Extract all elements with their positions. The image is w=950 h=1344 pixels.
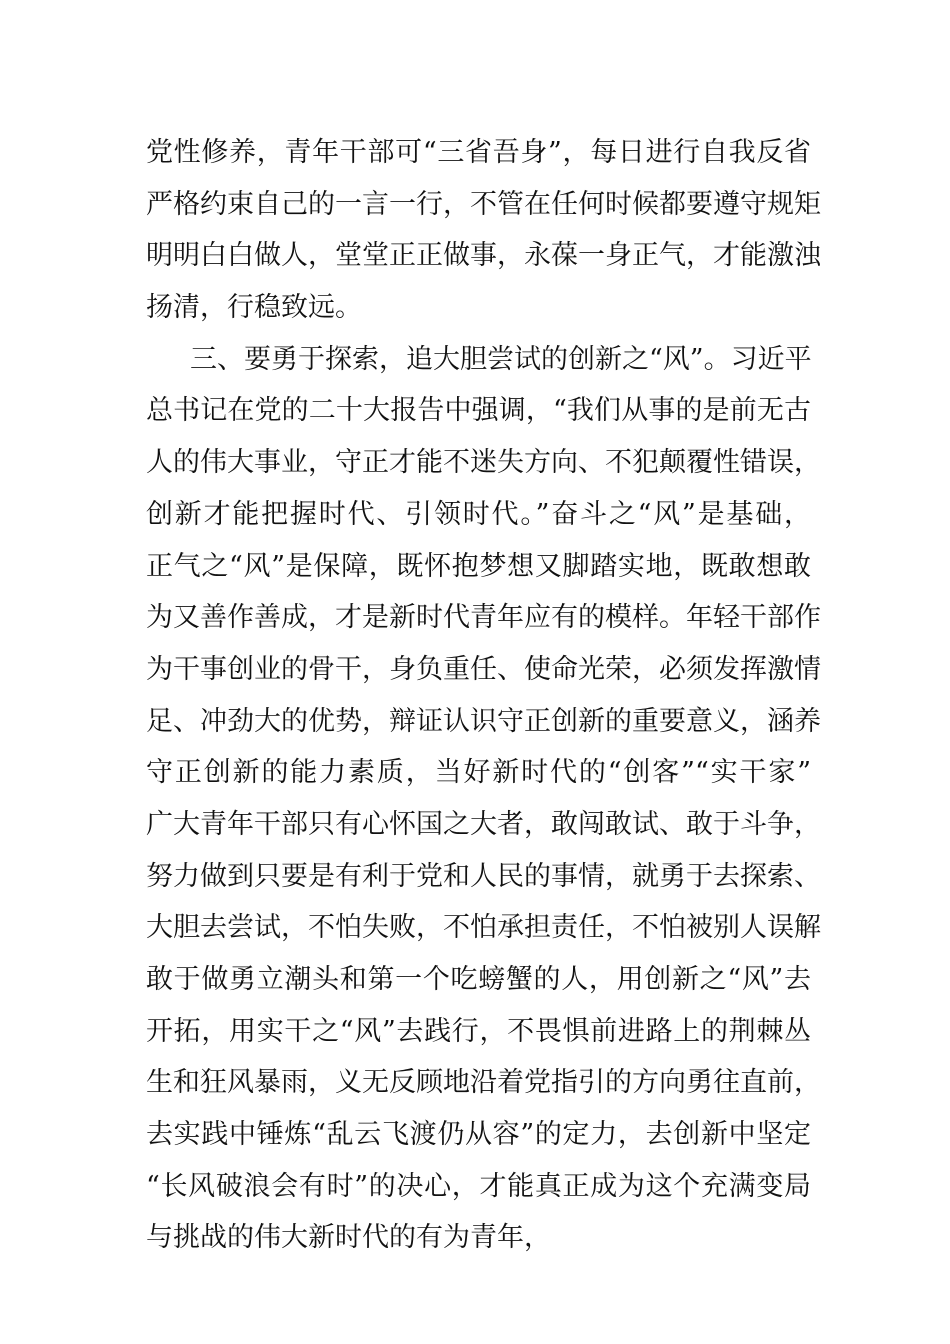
text-line: 开拓，用实干之“风”去践行，不畏惧前进路上的荆棘丛 xyxy=(146,1015,811,1047)
text-line: 总书记在党的二十大报告中强调，“我们从事的是前无古 xyxy=(146,395,811,427)
text-line: 与挑战的伟大新时代的有为青年， xyxy=(146,1222,551,1254)
text-line: 大胆去尝试，不怕失败，不怕承担责任，不怕被别人误解 xyxy=(146,912,821,944)
text-line: 足、冲劲大的优势，辩证认识守正创新的重要意义，涵养 xyxy=(146,705,821,737)
text-line: 正气之“风”是保障，既怀抱梦想又脚踏实地，既敢想敢 xyxy=(146,550,811,582)
text-line: 为又善作善成，才是新时代青年应有的模样。年轻干部作 xyxy=(146,602,821,634)
text-line: 三、要勇于探索，追大胆尝试的创新之“风”。习近平 xyxy=(190,343,812,375)
text-line: 严格约束自己的一言一行，不管在任何时候都要遵守规矩 xyxy=(146,188,821,220)
text-line: 守正创新的能力素质，当好新时代的“创客”“实干家” xyxy=(146,757,811,789)
text-line: 党性修养，青年干部可“三省吾身”，每日进行自我反省 xyxy=(146,137,811,168)
text-line: 为干事创业的骨干，身负重任、使命光荣，必须发挥激情 xyxy=(146,653,821,685)
text-line: 明明白白做人，堂堂正正做事，永葆一身正气，才能激浊 xyxy=(146,240,821,272)
text-line: 生和狂风暴雨，义无反顾地沿着党指引的方向勇往直前， xyxy=(146,1067,821,1099)
text-line: “长风破浪会有时”的决心，才能真正成为这个充满变局 xyxy=(146,1170,811,1202)
text-line: 创新才能把握时代、引领时代。”奋斗之“风”是基础， xyxy=(146,498,811,530)
text-line: 努力做到只要是有利于党和人民的事情，就勇于去探索、 xyxy=(146,860,821,892)
text-line: 扬清，行稳致远。 xyxy=(146,292,362,324)
text-line: 去实践中锤炼“乱云飞渡仍从容”的定力，去创新中坚定 xyxy=(146,1119,811,1151)
body-text xyxy=(146,127,821,1264)
text-line: 人的伟大事业，守正才能不迷失方向、不犯颠覆性错误， xyxy=(146,447,821,479)
text-line: 敢于做勇立潮头和第一个吃螃蟹的人，用创新之“风”去 xyxy=(146,964,811,995)
text-line: 广大青年干部只有心怀国之大者，敢闯敢试、敢于斗争， xyxy=(146,808,821,840)
